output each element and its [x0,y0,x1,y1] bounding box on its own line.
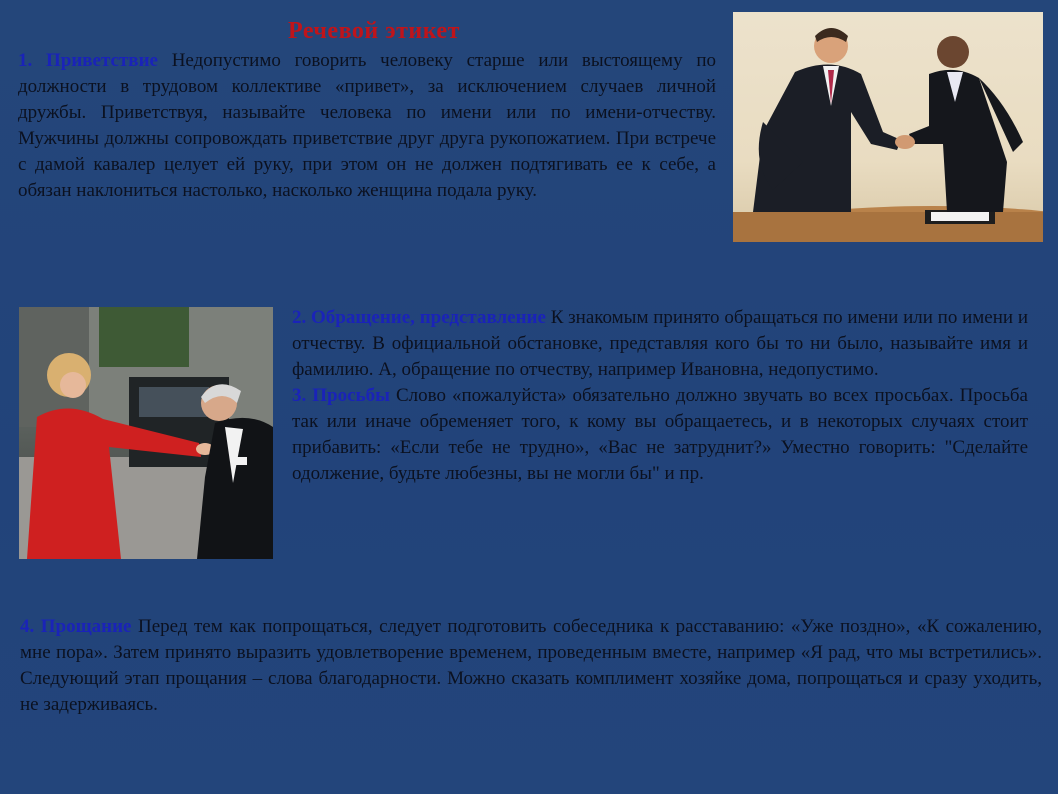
section-heading: 3. Просьбы [292,385,390,406]
section-heading: 1. Приветствие [18,50,158,71]
handshake-photo [733,12,1043,242]
section-greeting [18,48,716,204]
section-text: Слово «пожалуйста» обязательно должно звучать во всех просьбах. Просьба так или иначе обременяет того, к кому вы обращаетесь, и в некоторых случаях стоит прибавить: «Если тебе не трудно», «Вас не затруднит?» Уместно говорить: "Сделайте одолжение, будьте любезны, вы не могли бы" и пр. [292,385,1028,484]
section-requests [292,383,1028,487]
section-heading: 4. Прощание [20,616,132,637]
hand-kiss-photo [19,307,273,559]
section-heading: 2. Обращение, представление [292,307,546,328]
slide-title: Речевой этикет [288,18,460,44]
section-text: К знакомым принято обращаться по имени или по имени и отчеству. В официальной обстановке, представляя кого бы то ни было, называйте имя и фамилию. А, обращение по отчеству, например Ивановна, недопустимо. [292,307,1028,380]
section-address-and-requests [292,305,1028,487]
section-address [292,305,1028,383]
section-farewell [20,614,1042,718]
section-text: Перед тем как попрощаться, следует подготовить собеседника к расставанию: «Уже поздно», «К сожалению, мне пора». Затем принято выразить удовлетворение временем, проведенным вместе, например «Я рад, что мы встретились». Следующий этап прощания – слова благодарности. Можно сказать комплимент хозяйке дома, попрощаться и сразу уходить, не задерживаясь. [20,616,1043,715]
section-text: Недопустимо говорить человеку старше или выстоящему по должности в трудовом коллективе «привет», за исключением случаев личной дружбы. Приветствуя, называйте человека по имени или по имени-отчеству. Мужчины должны сопровождать приветствие друг друга рукопожатием. При встрече с дамой кавалер целует ей руку, при этом он не должен подтягивать ее к себе, а обязан наклониться настолько, насколько женщина подала руку. [18,50,716,201]
